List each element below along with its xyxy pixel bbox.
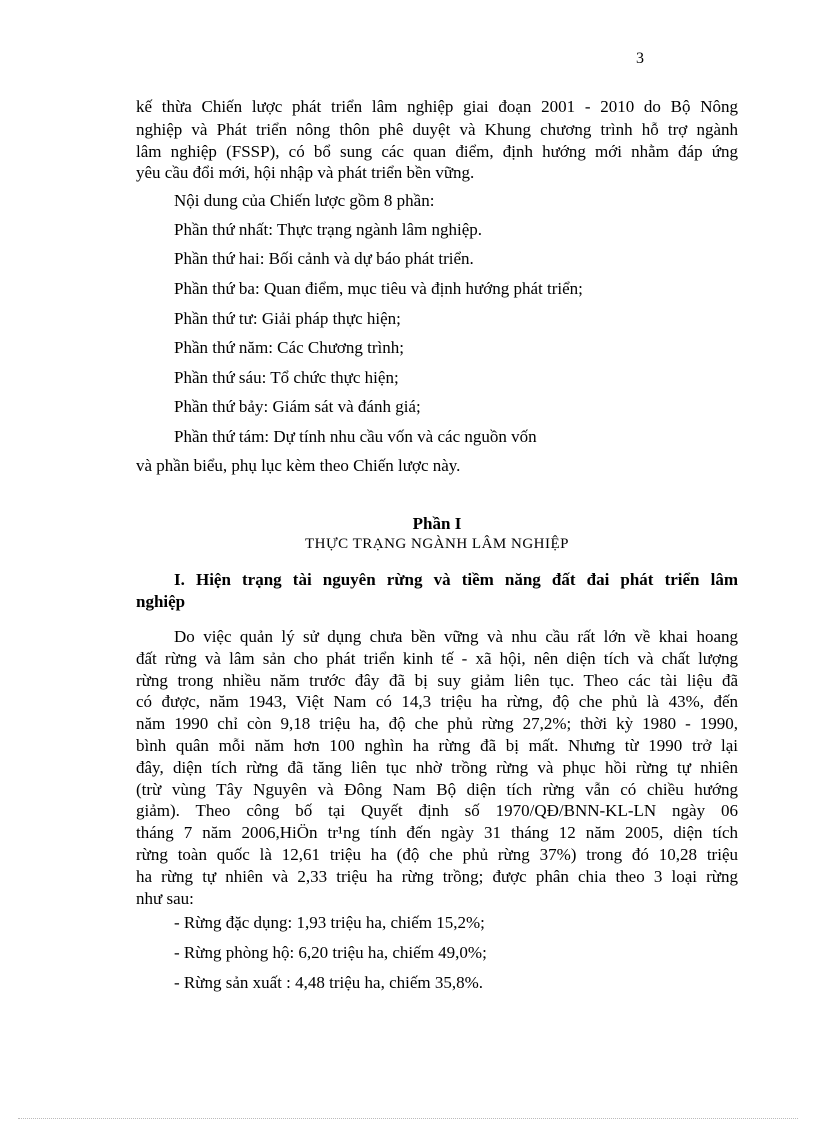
section-heading (136, 569, 738, 613)
part-item: Phần thứ sáu: Tổ chức thực hiện; (174, 368, 399, 387)
section-heading-line: I. Hiện trạng tài nguyên rừng và tiềm năng đất đai phát triển lâm (174, 570, 738, 589)
intro-line: kế thừa Chiến lược phát triển lâm nghiệp giai đoạn 2001 - 2010 do Bộ Nông (136, 97, 738, 116)
part-item: Phần thứ hai: Bối cảnh và dự báo phát triển. (174, 249, 474, 268)
body-line: như sau: (136, 888, 194, 908)
part-item: Phần thứ tám: Dự tính nhu cầu vốn và các nguồn vốn (174, 427, 537, 446)
part-item: Phần thứ tư: Giải pháp thực hiện; (174, 309, 401, 328)
body-line: ha rừng tự nhiên và 2,33 triệu ha rừng trồng; được phân chia theo 3 loại rừng (136, 866, 738, 886)
body-line: tháng 7 năm 2006,HiÖn tr¹ng tính đến ngày 31 tháng 12 năm 2005, diện tích (136, 823, 738, 843)
body-line: đây, diện tích rừng đã tăng liên tục nhờ trồng rừng và phục hồi rừng tự nhiên (136, 757, 738, 777)
closing-line: và phần biểu, phụ lục kèm theo Chiến lược này. (136, 456, 461, 475)
part-item: Phần thứ năm: Các Chương trình; (174, 338, 404, 357)
contents-intro: Nội dung của Chiến lược gồm 8 phần: (174, 191, 435, 210)
body-line: bình quân mỗi năm hơn 100 nghìn ha rừng đã bị mất. Nhưng từ 1990 trở lại (136, 735, 738, 755)
body-line: rừng toàn quốc là 12,61 triệu ha (độ che phủ rừng 37%) trong đó 10,28 triệu (136, 844, 738, 864)
intro-line: nghiệp và Phát triển nông thôn phê duyệt và Khung chương trình hỗ trợ ngành (136, 120, 738, 139)
forest-type-item: - Rừng đặc dụng: 1,93 triệu ha, chiếm 15,2%; (174, 913, 485, 932)
intro-line: yêu cầu đổi mới, hội nhập và phát triển bền vững. (136, 163, 475, 182)
body-line: giảm). Theo công bố tại Quyết định số 1970/QĐ/BNN-KL-LN ngày 06 (136, 801, 738, 821)
body-line: rừng trong nhiều năm trước đây đã bị suy giảm liên tục. Theo các tài liệu đã (136, 670, 738, 690)
section-heading-line: nghiệp (136, 592, 186, 611)
page-number: 3 (636, 50, 644, 67)
part-item: Phần thứ nhất: Thực trạng ngành lâm nghiệp. (174, 220, 483, 239)
body-line: đất rừng và lâm sản cho phát triển kinh tế - xã hội, nên diện tích và chất lượng (136, 648, 738, 668)
intro-line: lâm nghiệp (FSSP), có bổ sung các quan điểm, định hướng mới nhằm đáp ứng (136, 142, 738, 161)
page-bottom-rule (18, 1118, 798, 1119)
forest-type-item: - Rừng sản xuất : 4,48 triệu ha, chiếm 35,8%. (174, 973, 484, 992)
part-subheading: THỰC TRẠNG NGÀNH LÂM NGHIỆP (304, 536, 570, 552)
body-line: có được, năm 1943, Việt Nam có 14,3 triệu ha rừng, độ che phủ là 43%, đến (136, 692, 738, 712)
body-line: (trừ vùng Tây Nguyên và Đông Nam Bộ diện tích rừng vẫn có chiều hướng (136, 779, 738, 799)
part-heading: Phần I (412, 514, 462, 533)
forest-type-item: - Rừng phòng hộ: 6,20 triệu ha, chiếm 49,0%; (174, 943, 487, 962)
body-paragraph (136, 626, 738, 909)
part-item: Phần thứ ba: Quan điểm, mục tiêu và định hướng phát triển; (174, 279, 583, 298)
part-item: Phần thứ bảy: Giám sát và đánh giá; (174, 397, 421, 416)
body-line: năm 1990 chỉ còn 9,18 triệu ha, độ che phủ rừng 27,2%; thời kỳ 1980 - 1990, (136, 714, 738, 734)
body-line: Do việc quản lý sử dụng chưa bền vững và nhu cầu rất lớn về khai hoang (174, 627, 738, 646)
